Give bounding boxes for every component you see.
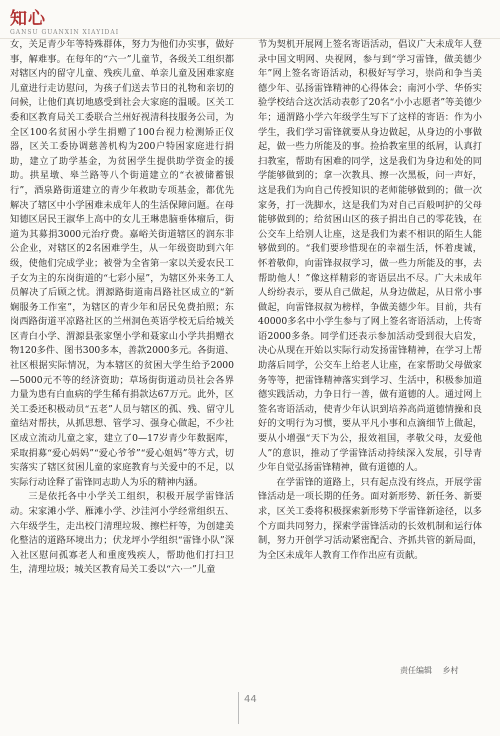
page-number-rule bbox=[238, 692, 239, 724]
page-number: 44 bbox=[244, 694, 257, 705]
masthead-subtitle: GANSU GUANXIN XIAYIDAI bbox=[10, 29, 120, 36]
magazine-masthead bbox=[10, 4, 130, 38]
editor-name: 乡村 bbox=[442, 666, 459, 675]
editor-credit bbox=[400, 665, 467, 676]
article-column-right bbox=[258, 38, 482, 563]
article-paragraph: 女，关足青少年等特殊群体，努力为他们办实事，做好事，解难事。在每年的“六一”儿童节，各级关工组织都对辖区内的留守儿童、残疾儿童、单亲儿童及困难家庭儿童进行走访慰问，为孩子们送去节日的礼物和亲切的问候，让他们真切地感受到社会大家庭的温暖。区关工委和区教育局关工委联合兰州好视清科技服务公司，为全区100名贫困小学生捐赠了100台视力检测矫正仪器，区关工委协调慈善机构为200户特困家庭进行捐助，建立了助学基金，为贫困学生提供助学资金的援助。拱星墩、皋兰路等八个街道建立的“衣被储蓄银行”，酒泉路街道建立的青少年救助专项基金，都优先解决了辖区中小学困难未成年人的生活保障问题。在母知德区居民王淑华上高中的女儿王琳患脑垂体瘤后，街道为其募捐3000元治疗费。嘉峪关街道辖区的润东非公企业，对辖区的2名困难学生，从一年级资助到六年级，使他们完成学业；被誉为全省第一家以关爱农民工子女为主的东岗街道的“七彩小屋”，为辖区外来务工人员解决了后顾之忧。渭源路街道南昌路社区成立的“新娴服务工作室”，为辖区的青少年和居民免费拍照；东岗西路街道平凉路社区的兰州洞色英语学校无后给城关区青白小学、渭源县张家堡小学和聂家山小学共捐赠衣物120多件、图书300多本，善款2000多元。各街道、社区根据实际情况，为本辖区的贫困大学生给予2000—5000元不等的经济资助；草场街街道动员社会各界力量为患有白血病的学生稀有捐款达67万元。此外，区关工委还积极动员“五老”人员与辖区的孤、残、留守儿童结对帮扶，从抓思想、管学习、强身心做起，不少社区成立流动儿童之家，建立了0—17岁青少年数据库，采取捐募“爱心妈妈”“爱心爷爷”“爱心姐妈”等方式，切实落实了辖区贫困儿童的家庭教育与关爱中的不足，以实际行动诠释了雷锋同志助人为乐的精神内涵。 bbox=[10, 39, 234, 488]
article-paragraph: 三是依托各中小学关工组织，积极开展学雷锋活动。宋家滩小学、雁滩小学、沙洼河小学经常组织五、六年级学生，走出校门清理垃圾、擦栏杆等，为创建美化整洁的道路环境出力；伏龙坪小学组织“雷锋小队”深入社区慰问孤寡老人和重度残疾人，帮助他们打扫卫生，清理垃圾；城关区教育局关工委以“六·一”儿童 bbox=[10, 491, 234, 576]
article-column-left bbox=[10, 38, 234, 578]
article-paragraph: 在学雷锋的道路上，只有起点没有终点，开展学雷锋活动是一项长期的任务。面对新形势、新任务、新要求，区关工委将积极探索新形势下学雷锋新途径，以多个方面共同努力，探索学雷锋活动的长效机制和运行体制，努力开创学习活动紧密配合、齐抓共管的新局面，为全区未成年人教育工作作出应有贡献。 bbox=[258, 476, 482, 561]
masthead-title: 知心 bbox=[10, 9, 46, 29]
editor-label: 责任编辑 bbox=[400, 666, 432, 675]
article-paragraph: 节为契机开展网上签名寄语活动，倡议广大未成年人登录中国文明网、央视网，参与到“学习雷锋，做美德少年”网上签名寄语活动，积极好写学习，崇尚和争当美德少年、弘扬雷锋精神的心得体会；南河小学、华侨实验学校结合这次活动表彰了20名“小小志愿者”等美德少年；通渭路小学六年级学生写下了这样的寄语：作为小学生，我们学习雷锋就要从身边做起，从身边的小事做起，做一些力所能及的事。捡拾教室里的纸屑，认真打扫教室，帮助有困难的同学，这是我们为身边和处的同学能够做到的；拿一次教具、擦一次黑板，问一声好，这是我们为向自己传授知识的老师能够做到的；做一次家务，打一洗脚水，这是我们为对自己百般呵护的父母能够做到的；给贫困山区的孩子捐出自己的零花钱，在公交车上给别人让座，这是我们为素不相识的陌生人能够做到的。“我们要珍惜现在的幸福生活，怀着虔诚，怀着敬仰，向雷锋叔叔学习，做一些力所能及的事，去帮助他人！”像这样精彩的寄语层出不尽。广大未成年人纷纷表示，要从自己做起，从身边做起，从日常小事做起，向雷锋叔叔为榜样，争做美德少年。目前，共有40000多名中小学生参与了网上签名寄语活动，上传寄语2000多条。同学们还表示参加活动受到很大启发，决心从现在开始以实际行动发扬雷锋精神，在学习上帮助落后同学，公交车上给老人让座，在家帮助父母做家务等等，把雷锋精神落实到学习、生活中，积极参加道德实践活动，力争日行一善，做有道德的人。通过网上签名寄语活动，使青少年认识到培养高尚道德情操和良好的文明行为习惯，要从平凡小事和点滴细节上做起，要从小增强“天下为公，报效祖国，孝敬父母，友爱他人”的意识，推动了学雷锋活动持续深入发展，引导青少年自觉弘扬雷锋精神，做有道德的人。 bbox=[258, 39, 482, 474]
